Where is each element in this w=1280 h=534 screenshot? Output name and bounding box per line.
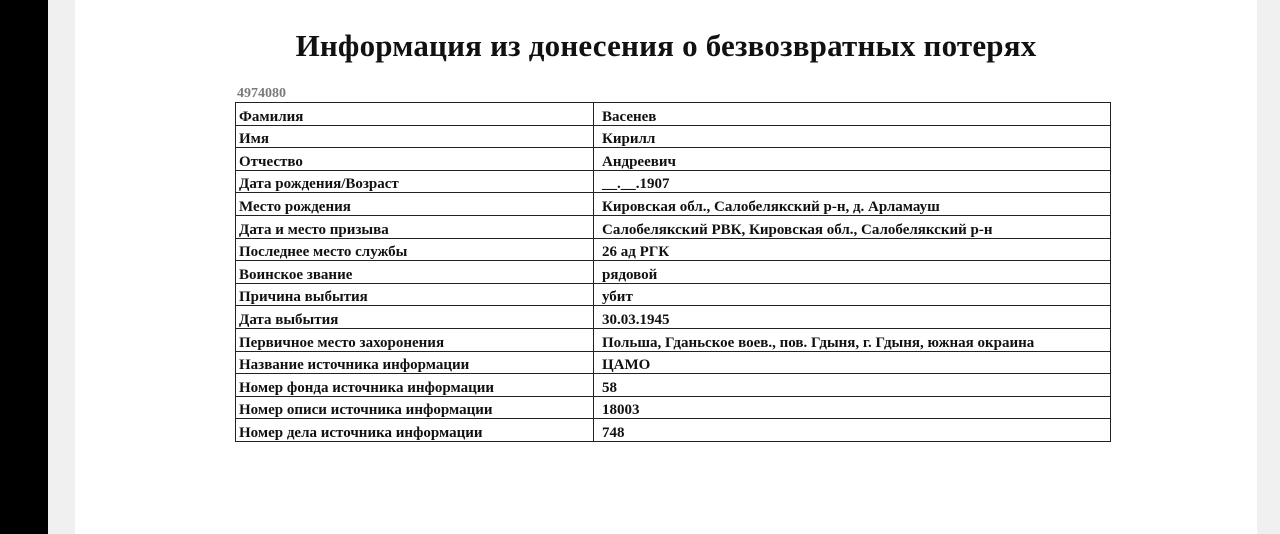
info-table	[235, 102, 1111, 442]
field-value-opis: 18003	[594, 396, 1111, 419]
field-value-patronymic: Андреевич	[594, 148, 1111, 171]
document-page	[75, 0, 1257, 534]
table-row	[236, 374, 1111, 397]
table-row	[236, 328, 1111, 351]
table-row	[236, 351, 1111, 374]
field-value-birth-date: __.__.1907	[594, 170, 1111, 193]
table-row	[236, 261, 1111, 284]
field-value-rank: рядовой	[594, 261, 1111, 284]
field-value-conscription: Салобелякский РВК, Кировская обл., Салобелякский р-н	[594, 215, 1111, 238]
table-row	[236, 306, 1111, 329]
field-label-delo: Номер дела источника информации	[236, 419, 594, 442]
field-label-surname: Фамилия	[236, 103, 594, 126]
field-value-birth-place: Кировская обл., Салобелякский р-н, д. Арламауш	[594, 193, 1111, 216]
field-label-rank: Воинское звание	[236, 261, 594, 284]
field-value-burial-place: Польша, Гданьское воев., пов. Гдыня, г. Гдыня, южная окраина	[594, 328, 1111, 351]
field-value-delo: 748	[594, 419, 1111, 442]
field-label-opis: Номер описи источника информации	[236, 396, 594, 419]
field-value-name: Кирилл	[594, 125, 1111, 148]
field-label-loss-date: Дата выбытия	[236, 306, 594, 329]
table-row	[236, 170, 1111, 193]
field-value-surname: Васенев	[594, 103, 1111, 126]
field-value-fond: 58	[594, 374, 1111, 397]
field-value-reason: убит	[594, 283, 1111, 306]
table-row	[236, 148, 1111, 171]
page-title: Информация из донесения о безвозвратных потерях	[295, 28, 1037, 63]
table-row	[236, 193, 1111, 216]
table-row	[236, 396, 1111, 419]
field-label-reason: Причина выбытия	[236, 283, 594, 306]
field-label-source-name: Название источника информации	[236, 351, 594, 374]
viewer-frame	[48, 0, 1280, 534]
table-row	[236, 215, 1111, 238]
field-label-fond: Номер фонда источника информации	[236, 374, 594, 397]
table-row	[236, 125, 1111, 148]
field-label-last-service: Последнее место службы	[236, 238, 594, 261]
record-id: 4974080	[237, 86, 286, 101]
field-value-source-name: ЦАМО	[594, 351, 1111, 374]
field-value-loss-date: 30.03.1945	[594, 306, 1111, 329]
field-label-name: Имя	[236, 125, 594, 148]
table-row	[236, 103, 1111, 126]
field-label-patronymic: Отчество	[236, 148, 594, 171]
field-label-birth-place: Место рождения	[236, 193, 594, 216]
table-row	[236, 283, 1111, 306]
field-label-birth-date: Дата рождения/Возраст	[236, 170, 594, 193]
field-label-burial-place: Первичное место захоронения	[236, 328, 594, 351]
table-row	[236, 238, 1111, 261]
table-row	[236, 419, 1111, 442]
field-label-conscription: Дата и место призыва	[236, 215, 594, 238]
field-value-last-service: 26 ад РГК	[594, 238, 1111, 261]
